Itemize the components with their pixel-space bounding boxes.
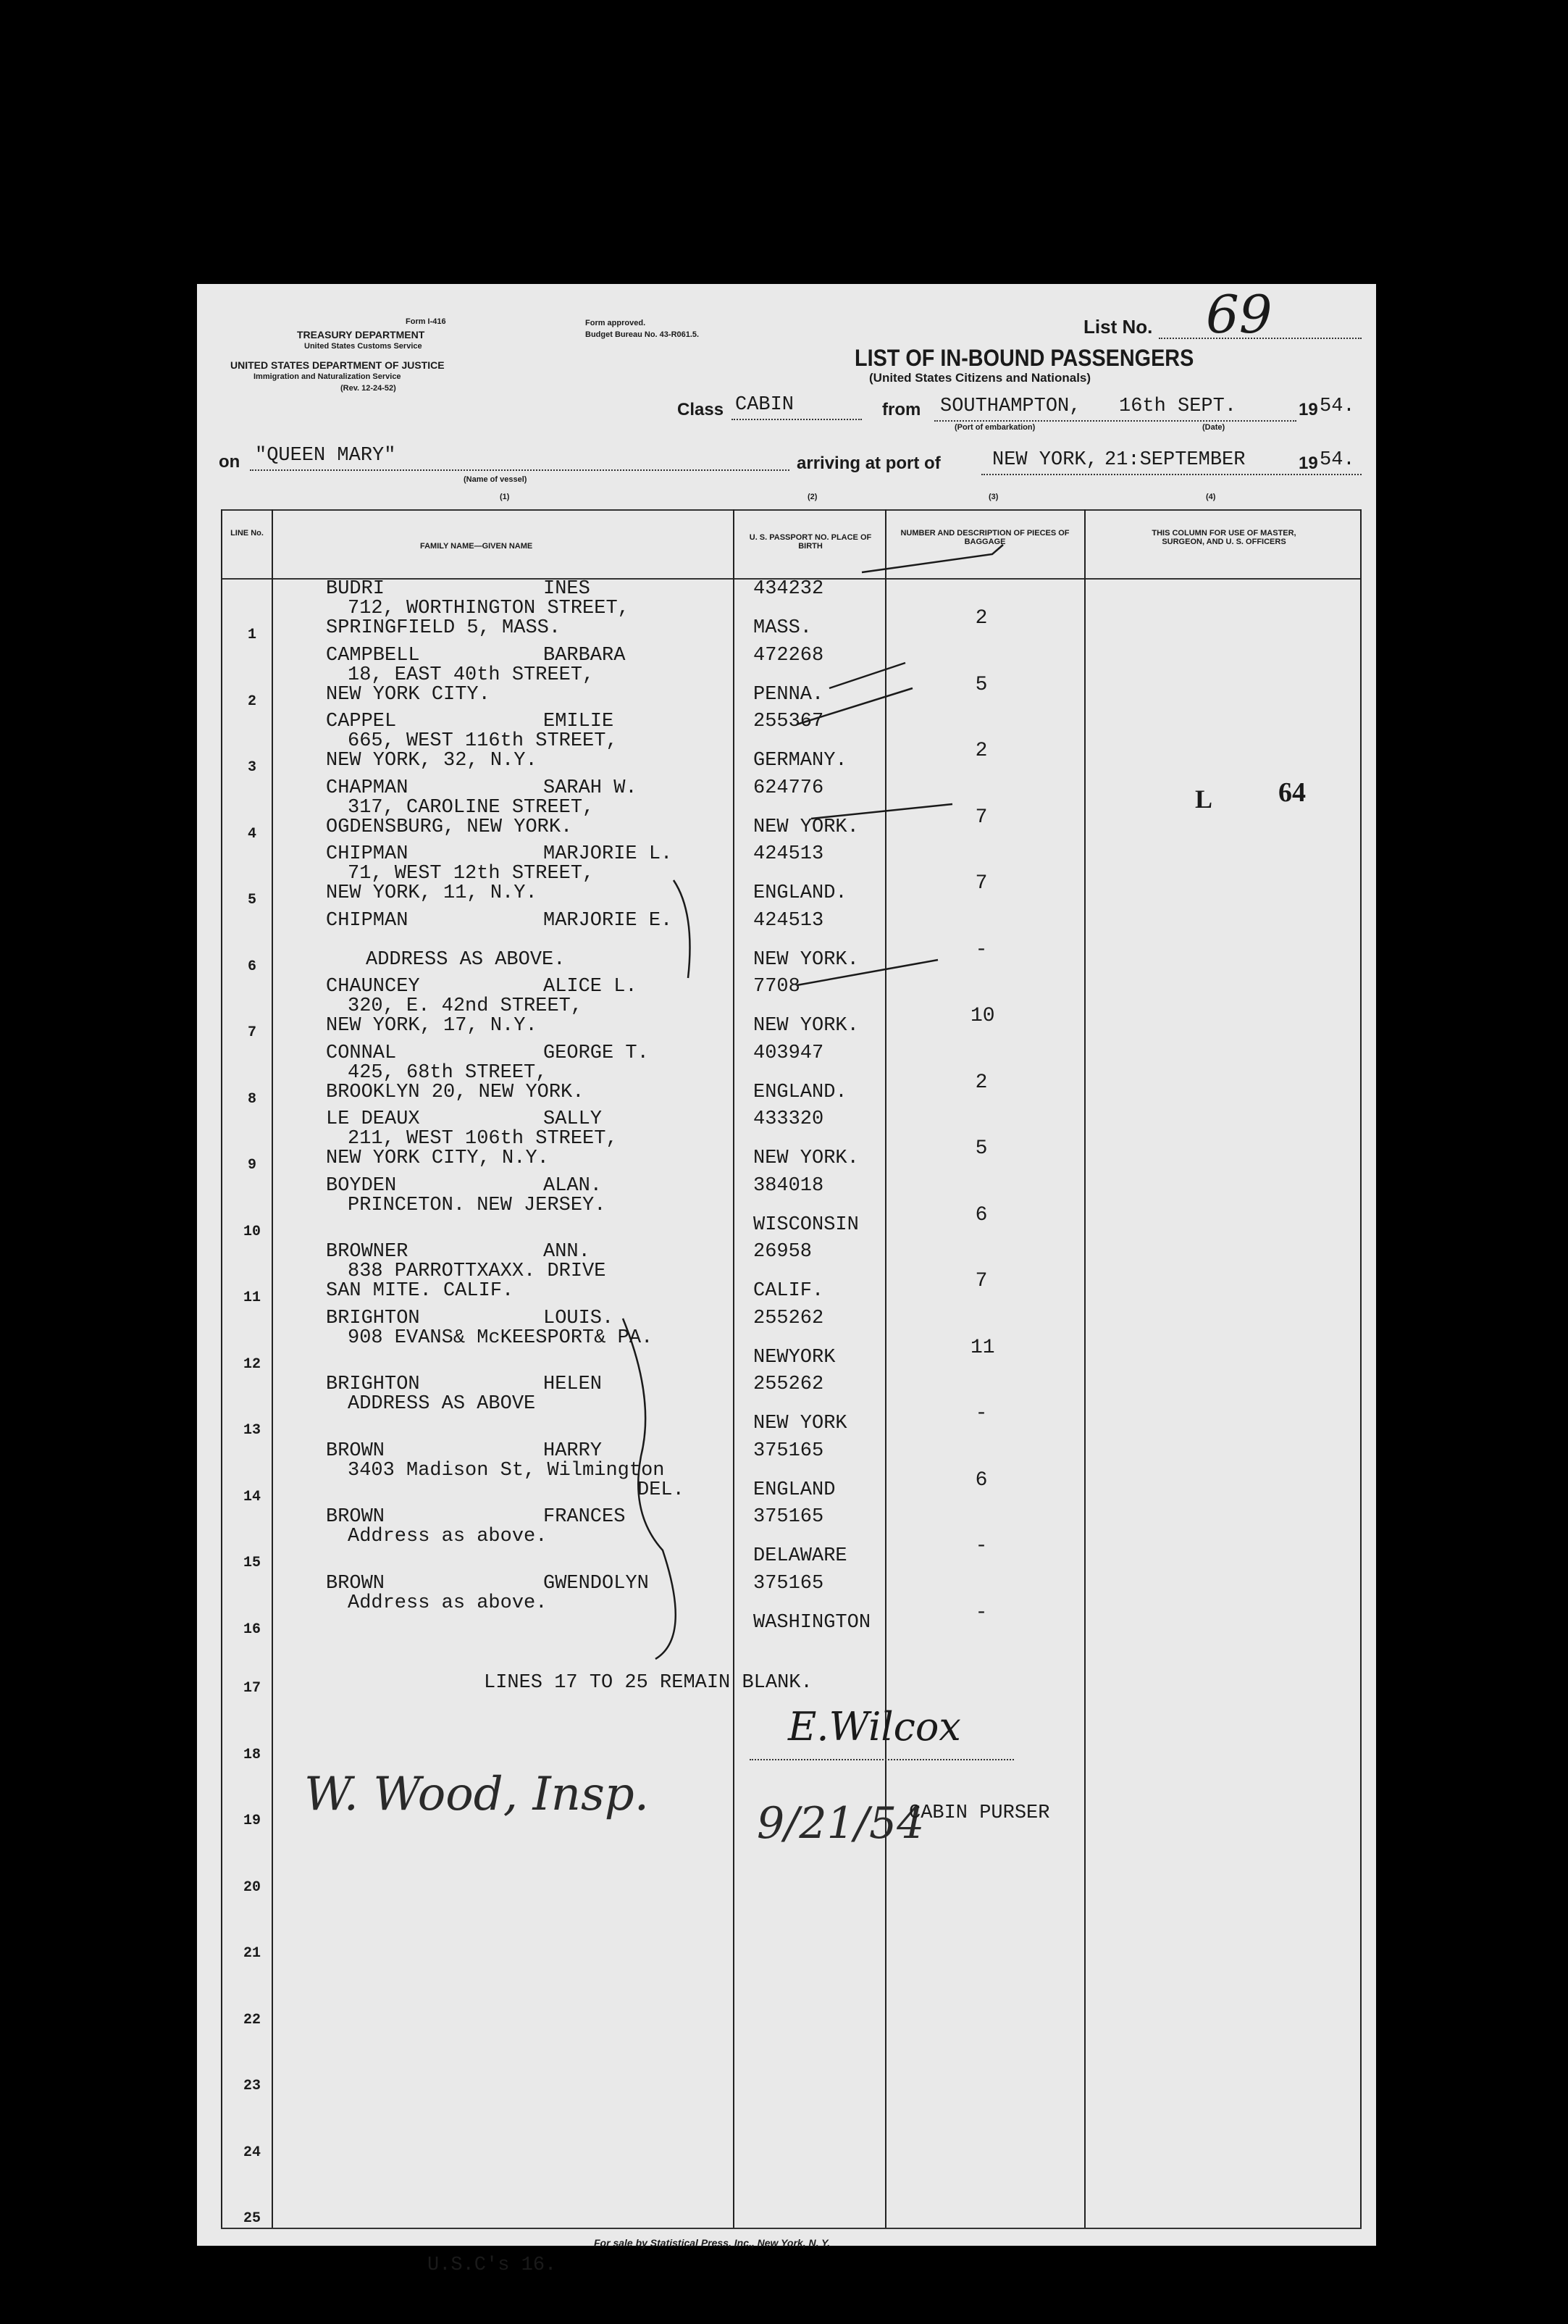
budget-bureau: Budget Bureau No. 43-R061.5. — [585, 330, 700, 339]
place-of-birth: NEW YORK. — [753, 1148, 859, 1169]
officer-count: 64 — [1278, 777, 1306, 808]
address-line-2: OGDENSBURG, NEW YORK. — [326, 816, 573, 838]
passport-number: 384018 — [753, 1174, 824, 1197]
place-of-birth: NEW YORK. — [753, 816, 859, 838]
col-num-2: (2) — [808, 493, 818, 501]
family-name: CHIPMAN — [326, 843, 408, 865]
form-approved: Form approved. — [585, 319, 646, 327]
address-line-1: 425, 68th STREET, — [348, 1061, 548, 1084]
passport-number: 424513 — [753, 909, 824, 932]
place-of-birth: WASHINGTON — [753, 1611, 871, 1634]
address-line-1: 18, EAST 40th STREET, — [348, 664, 595, 686]
place-of-birth: NEW YORK. — [753, 1015, 859, 1037]
on-label: on — [219, 452, 240, 472]
given-name: SALLY — [543, 1108, 603, 1130]
blank-lines-note: LINES 17 TO 25 REMAIN BLANK. — [484, 1672, 813, 1694]
passport-number: 375165 — [753, 1572, 824, 1594]
address-line-2: BROOKLYN 20, NEW YORK. — [326, 1081, 584, 1103]
page-title: LIST OF IN-BOUND PASSENGERS — [855, 345, 1194, 371]
list-no-value: 69 — [1206, 284, 1273, 345]
place-of-birth: CALIF. — [753, 1280, 824, 1302]
from-date: 16th SEPT. — [1119, 396, 1237, 417]
line-number: 12 — [243, 1355, 261, 1373]
officer-mark: L — [1195, 785, 1213, 814]
baggage-count: 5 — [975, 1137, 988, 1160]
family-name: BROWN — [326, 1439, 385, 1462]
family-name: CAMPBELL — [326, 644, 420, 666]
address-line-2: NEW YORK, 32, N.Y. — [326, 750, 537, 772]
line-number: 10 — [243, 1223, 261, 1240]
line-number: 7 — [247, 1024, 256, 1041]
family-name: CHAUNCEY — [326, 976, 420, 998]
baggage-count: - — [975, 1601, 988, 1624]
arriving-label: arriving at port of — [797, 453, 941, 473]
address-line-2: DEL. — [637, 1479, 684, 1501]
line-number: 22 — [243, 2011, 261, 2028]
baggage-count: 2 — [975, 607, 988, 630]
address-line-1: 71, WEST 12th STREET, — [348, 863, 595, 885]
family-name: BOYDEN — [326, 1174, 397, 1197]
passport-number: 375165 — [753, 1506, 824, 1528]
given-name: MARJORIE E. — [543, 909, 673, 932]
purser-title: CABIN PURSER — [909, 1802, 1050, 1824]
arrive-port: NEW YORK, — [992, 449, 1098, 471]
baggage-count: 6 — [975, 1468, 988, 1492]
address-line-1: 211, WEST 106th STREET, — [348, 1128, 618, 1150]
dept-treasury: TREASURY DEPARTMENT — [297, 329, 425, 340]
place-of-birth: ENGLAND. — [753, 882, 847, 904]
address-line-1: 665, WEST 116th STREET, — [348, 730, 618, 752]
official-signature-date: 9/21/54 — [757, 1798, 925, 1849]
place-of-birth: NEW YORK. — [753, 948, 859, 971]
passport-number: 7708 — [753, 976, 800, 998]
bottom-stamp: U.S.C's 16. — [427, 2254, 557, 2276]
col-num-4: (4) — [1206, 493, 1216, 501]
line-number: 1 — [247, 627, 256, 643]
line-number: 2 — [247, 693, 256, 710]
line-number: 14 — [243, 1488, 261, 1505]
address-line-1: Address as above. — [348, 1592, 548, 1614]
line-number: 5 — [247, 892, 256, 908]
family-name: BUDRI — [326, 578, 385, 600]
place-of-birth: WISCONSIN — [753, 1213, 859, 1236]
port-embark-caption: (Port of embarkation) — [955, 423, 1036, 432]
place-of-birth: NEWYORK — [753, 1346, 836, 1368]
passport-number: 403947 — [753, 1042, 824, 1064]
family-name: BROWN — [326, 1572, 385, 1594]
passport-number: 375165 — [753, 1439, 824, 1462]
line-number: 18 — [243, 1746, 261, 1763]
arrive-date: 21:SEPTEMBER — [1104, 449, 1246, 471]
address-line-1: 712, WORTHINGTON STREET, — [348, 598, 629, 619]
baggage-count: 11 — [970, 1336, 995, 1359]
address-line-1: 320, E. 42nd STREET, — [348, 995, 583, 1017]
place-of-birth: PENNA. — [753, 683, 824, 706]
address-line-1: 317, CAROLINE STREET, — [348, 796, 595, 819]
line-number: 16 — [243, 1621, 261, 1638]
baggage-count: - — [975, 1403, 988, 1425]
list-no-label: List No. — [1083, 316, 1153, 338]
passport-number: 255262 — [753, 1307, 824, 1329]
given-name: GWENDOLYN — [543, 1572, 649, 1594]
arrive-year-prefix: 19 — [1299, 453, 1318, 473]
dept-treasury-sub: United States Customs Service — [304, 342, 422, 351]
family-name: CAPPEL — [326, 711, 397, 732]
baggage-count: 2 — [975, 740, 988, 762]
place-of-birth: DELAWARE — [753, 1545, 847, 1567]
given-name: FRANCES — [543, 1506, 626, 1528]
baggage-count: 10 — [970, 1005, 995, 1027]
passport-number: 434232 — [753, 578, 824, 600]
given-name: HELEN — [543, 1374, 603, 1395]
vessel-name: "QUEEN MARY" — [255, 445, 396, 467]
from-year-prefix: 19 — [1299, 400, 1318, 419]
vessel-caption: (Name of vessel) — [464, 475, 527, 484]
header-name: FAMILY NAME—GIVEN NAME — [420, 542, 533, 551]
given-name: EMILIE — [543, 711, 614, 732]
family-name: CONNAL — [326, 1042, 397, 1064]
given-name: ANN. — [543, 1241, 590, 1263]
baggage-count: 5 — [975, 673, 988, 696]
place-of-birth: GERMANY. — [753, 750, 847, 772]
baggage-count: 7 — [975, 1270, 988, 1292]
page-subtitle: (United States Citizens and Nationals) — [869, 371, 1091, 385]
family-name: BROWNER — [326, 1241, 408, 1263]
line-number: 19 — [243, 1813, 261, 1829]
passport-number: 624776 — [753, 777, 824, 799]
family-name: BROWN — [326, 1506, 385, 1528]
line-number: 3 — [247, 759, 256, 776]
address-line-2: NEW YORK CITY, N.Y. — [326, 1148, 549, 1169]
address-line-1: Address as above. — [348, 1526, 548, 1547]
given-name: MARJORIE L. — [543, 843, 673, 865]
line-number: 15 — [243, 1555, 261, 1571]
class-label: Class — [677, 400, 724, 419]
header-line-no: LINE No. — [230, 529, 264, 538]
address-line-2: NEW YORK, 11, N.Y. — [326, 882, 537, 904]
place-of-birth: ENGLAND — [753, 1479, 836, 1501]
family-name: BRIGHTON — [326, 1307, 420, 1329]
address-line-2: NEW YORK CITY. — [326, 683, 490, 706]
given-name: ALICE L. — [543, 976, 637, 998]
line-number: 13 — [243, 1422, 261, 1439]
line-number: 4 — [247, 825, 256, 843]
family-name: CHIPMAN — [326, 909, 408, 932]
address-line-2: NEW YORK, 17, N.Y. — [326, 1015, 537, 1037]
address-line-1: ADDRESS AS ABOVE — [348, 1393, 536, 1415]
passport-number: 424513 — [753, 843, 824, 865]
baggage-count: - — [975, 938, 988, 961]
line-number: 21 — [243, 1945, 261, 1962]
address-line-1: PRINCETON. NEW JERSEY. — [348, 1194, 606, 1216]
line-number: 17 — [243, 1680, 261, 1697]
address-line-1: 908 EVANS& McKEESPORT& PA. — [348, 1326, 653, 1349]
line-number: 24 — [243, 2144, 261, 2161]
class-value: CABIN — [735, 394, 795, 416]
line-number: 9 — [247, 1157, 256, 1174]
arrive-year-suffix: 54. — [1320, 449, 1355, 471]
family-name: CHAPMAN — [326, 777, 408, 799]
baggage-count: - — [975, 1535, 988, 1558]
official-signature: W. Wood, Insp. — [304, 1768, 650, 1821]
dept-justice-sub: Immigration and Naturalization Service — [253, 372, 401, 381]
line-number: 23 — [243, 2078, 261, 2094]
place-of-birth: NEW YORK — [753, 1413, 847, 1434]
family-name: BRIGHTON — [326, 1374, 420, 1395]
passport-number: 26958 — [753, 1241, 813, 1263]
form-id: Form I-416 — [406, 317, 446, 326]
given-name: SARAH W. — [543, 777, 637, 799]
given-name: INES — [543, 578, 590, 600]
line-number: 8 — [247, 1090, 256, 1108]
given-name: HARRY — [543, 1439, 603, 1462]
given-name: LOUIS. — [543, 1307, 614, 1329]
line-number: 25 — [243, 2210, 261, 2227]
address-line-1: 838 PARROTTXAXX. DRIVE — [348, 1261, 606, 1282]
line-number: 6 — [247, 958, 256, 975]
address-line-2: SPRINGFIELD 5, MASS. — [326, 617, 561, 639]
dept-justice: UNITED STATES DEPARTMENT OF JUSTICE — [230, 359, 445, 371]
baggage-count: 7 — [975, 872, 988, 895]
given-name: ALAN. — [543, 1174, 603, 1197]
address-line-2: ADDRESS AS ABOVE. — [366, 948, 566, 971]
header-officers: THIS COLUMN FOR USE OF MASTER, SURGEON, AND U. S. OFFICERS — [1152, 529, 1296, 546]
from-port: SOUTHAMPTON, — [940, 396, 1081, 417]
place-of-birth: ENGLAND. — [753, 1081, 847, 1103]
given-name: GEORGE T. — [543, 1042, 649, 1064]
line-number: 20 — [243, 1878, 261, 1896]
from-year-suffix: 54. — [1320, 396, 1355, 417]
line-number: 11 — [243, 1290, 261, 1306]
form-revision: (Rev. 12-24-52) — [340, 384, 396, 393]
footer-printer: For sale by Statistical Press, Inc., New York, N. Y. — [594, 2237, 831, 2249]
address-line-2: SAN MITE. CALIF. — [326, 1280, 514, 1302]
purser-signature: E.Wilcox — [788, 1704, 961, 1750]
passport-number: 255262 — [753, 1374, 824, 1395]
family-name: LE DEAUX — [326, 1108, 420, 1130]
header-baggage: NUMBER AND DESCRIPTION OF PIECES OF BAGGAGE — [900, 529, 1070, 546]
baggage-count: 7 — [975, 806, 988, 829]
passport-number: 433320 — [753, 1108, 824, 1130]
address-line-1: 3403 Madison St, Wilmington — [348, 1459, 665, 1481]
col-num-1: (1) — [500, 493, 510, 501]
col-num-3: (3) — [989, 493, 999, 501]
baggage-count: 6 — [975, 1203, 988, 1226]
from-label: from — [882, 400, 921, 419]
passport-number: 255367 — [753, 711, 824, 732]
passport-number: 472268 — [753, 644, 824, 666]
date-caption: (Date) — [1202, 423, 1225, 432]
place-of-birth: MASS. — [753, 617, 813, 639]
baggage-count: 2 — [975, 1071, 988, 1094]
given-name: BARBARA — [543, 644, 626, 666]
header-passport: U. S. PASSPORT NO. PLACE OF BIRTH — [749, 533, 872, 551]
